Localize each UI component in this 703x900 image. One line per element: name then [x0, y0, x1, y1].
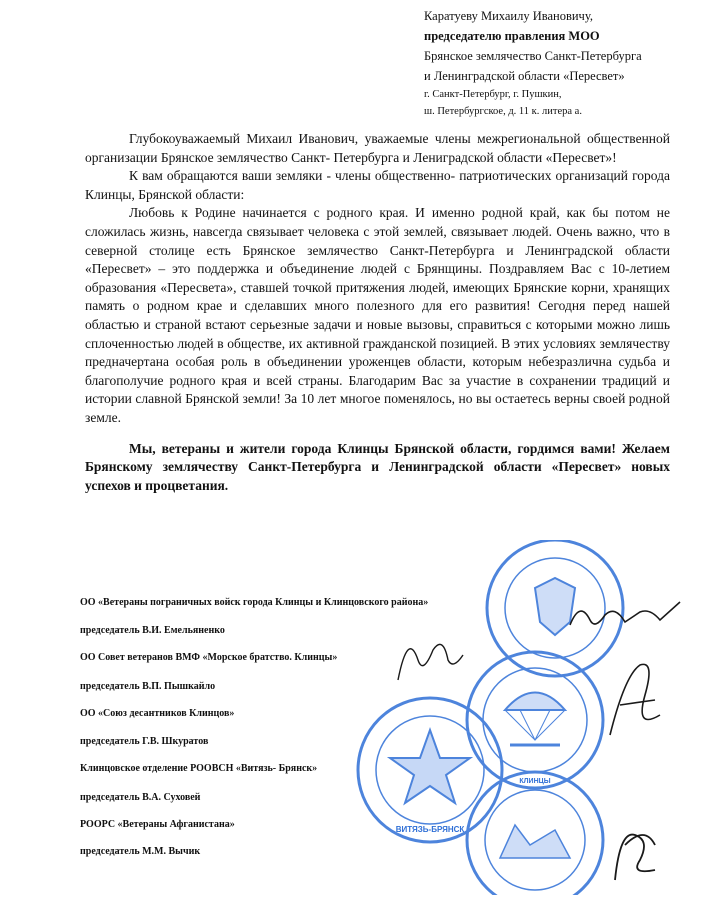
signature-shkuratov [600, 655, 670, 745]
signatory-chair: председатель В.А. Суховей [80, 792, 201, 803]
signatory-org: Клинцовское отделение РООВСН «Витязь- Брянск» [80, 763, 318, 774]
main-paragraph: Любовь к Родине начинается с родного края. И именно родной край, как бы потом не сложилась жизнь, навсегда связывает человека с этой землей, связывает людей. Очень важно, что в северной столице есть Брянское землячество Санкт-Петербурга и Ленинградской области «Пересвет» – это поддержка и объединение людей с Брянщины. Поздравляем Вас с 10-летием образования «Пересвета», ставшей точкой притяжения людей, имеющих Брянские корни, хранящих память о родном крае и сделавших много полезного для его развития! Сегодня перед нашей областью и страной встают серьезные задачи и новые вызовы, справиться с которыми можно лишь сплоченностью людей в обществе, их активной гражданской позицией. В этих условиях землячеству предначертана особая роль в объединении уроженцев области, которым небезразлична судьба и благополучие родного края и всей страны. Благодарим Вас за участие в сохранении традиций и истории славной Брянской земли! За 10 лет многое поменялось, но вы остаетесь верны своей родной земле. [85, 205, 670, 425]
letter-body [85, 130, 670, 495]
closing-paragraph: Мы, ветераны и жители города Клинцы Брянской области, гордимся вами! Желаем Брянскому землячеству Санкт-Петербурга и Ленинградской области «Пересвет» новых успехов и процветания. [85, 440, 670, 493]
vityaz-stamp [358, 698, 502, 842]
signatory-chair: председатель Г.В. Шкуратов [80, 736, 209, 747]
signatory-org: ОО Совет ветеранов ВМФ «Морское братство. Клинцы» [80, 652, 338, 663]
afghan-veterans-stamp [467, 772, 603, 895]
signatory-org: ОО «Союз десантников Клинцов» [80, 708, 235, 719]
addressee-org-line2: и Ленинградской области «Пересвет» [424, 69, 625, 83]
addressee-name: Каратуеву Михаилу Ивановичу, [424, 9, 593, 23]
signatory-chair: председатель В.П. Пышкайло [80, 681, 216, 692]
signature-vychik [605, 815, 665, 885]
intro-paragraph: К вам обращаются ваши земляки - члены общественно- патриотических организаций города Клинцы, Брянской области: [85, 168, 670, 202]
signatory-chair: председатель М.М. Вычик [80, 846, 201, 857]
signature-emelyanenko [565, 590, 685, 640]
desant-stamp-text: КЛИНЦЫ [519, 778, 551, 785]
addressee-block [424, 6, 699, 120]
signature-pyshkaylo [388, 620, 468, 690]
signatory-org: ОО «Ветераны пограничных войск города Клинцы и Клинцовского района» [80, 597, 429, 608]
greeting-paragraph: Глубокоуважаемый Михаил Иванович, уважаемые члены межрегиональной общественной организации Брянское землячество Санкт- Петербурга и Лениградской области «Пересвет»! [85, 131, 670, 165]
signatory-org: РООРС «Ветераны Афганистана» [80, 819, 235, 830]
addressee-position: председателю правления МОО [424, 29, 600, 43]
vityaz-stamp-text: ВИТЯЗЬ-БРЯНСК [395, 825, 465, 834]
addressee-street: ш. Петербургское, д. 11 к. литера а. [424, 106, 582, 117]
addressee-city: г. Санкт-Петербург, г. Пушкин, [424, 89, 562, 100]
signatory-chair: председатель В.И. Емельяненко [80, 625, 225, 636]
addressee-org-line1: Брянское землячество Санкт-Петербурга [424, 49, 642, 63]
